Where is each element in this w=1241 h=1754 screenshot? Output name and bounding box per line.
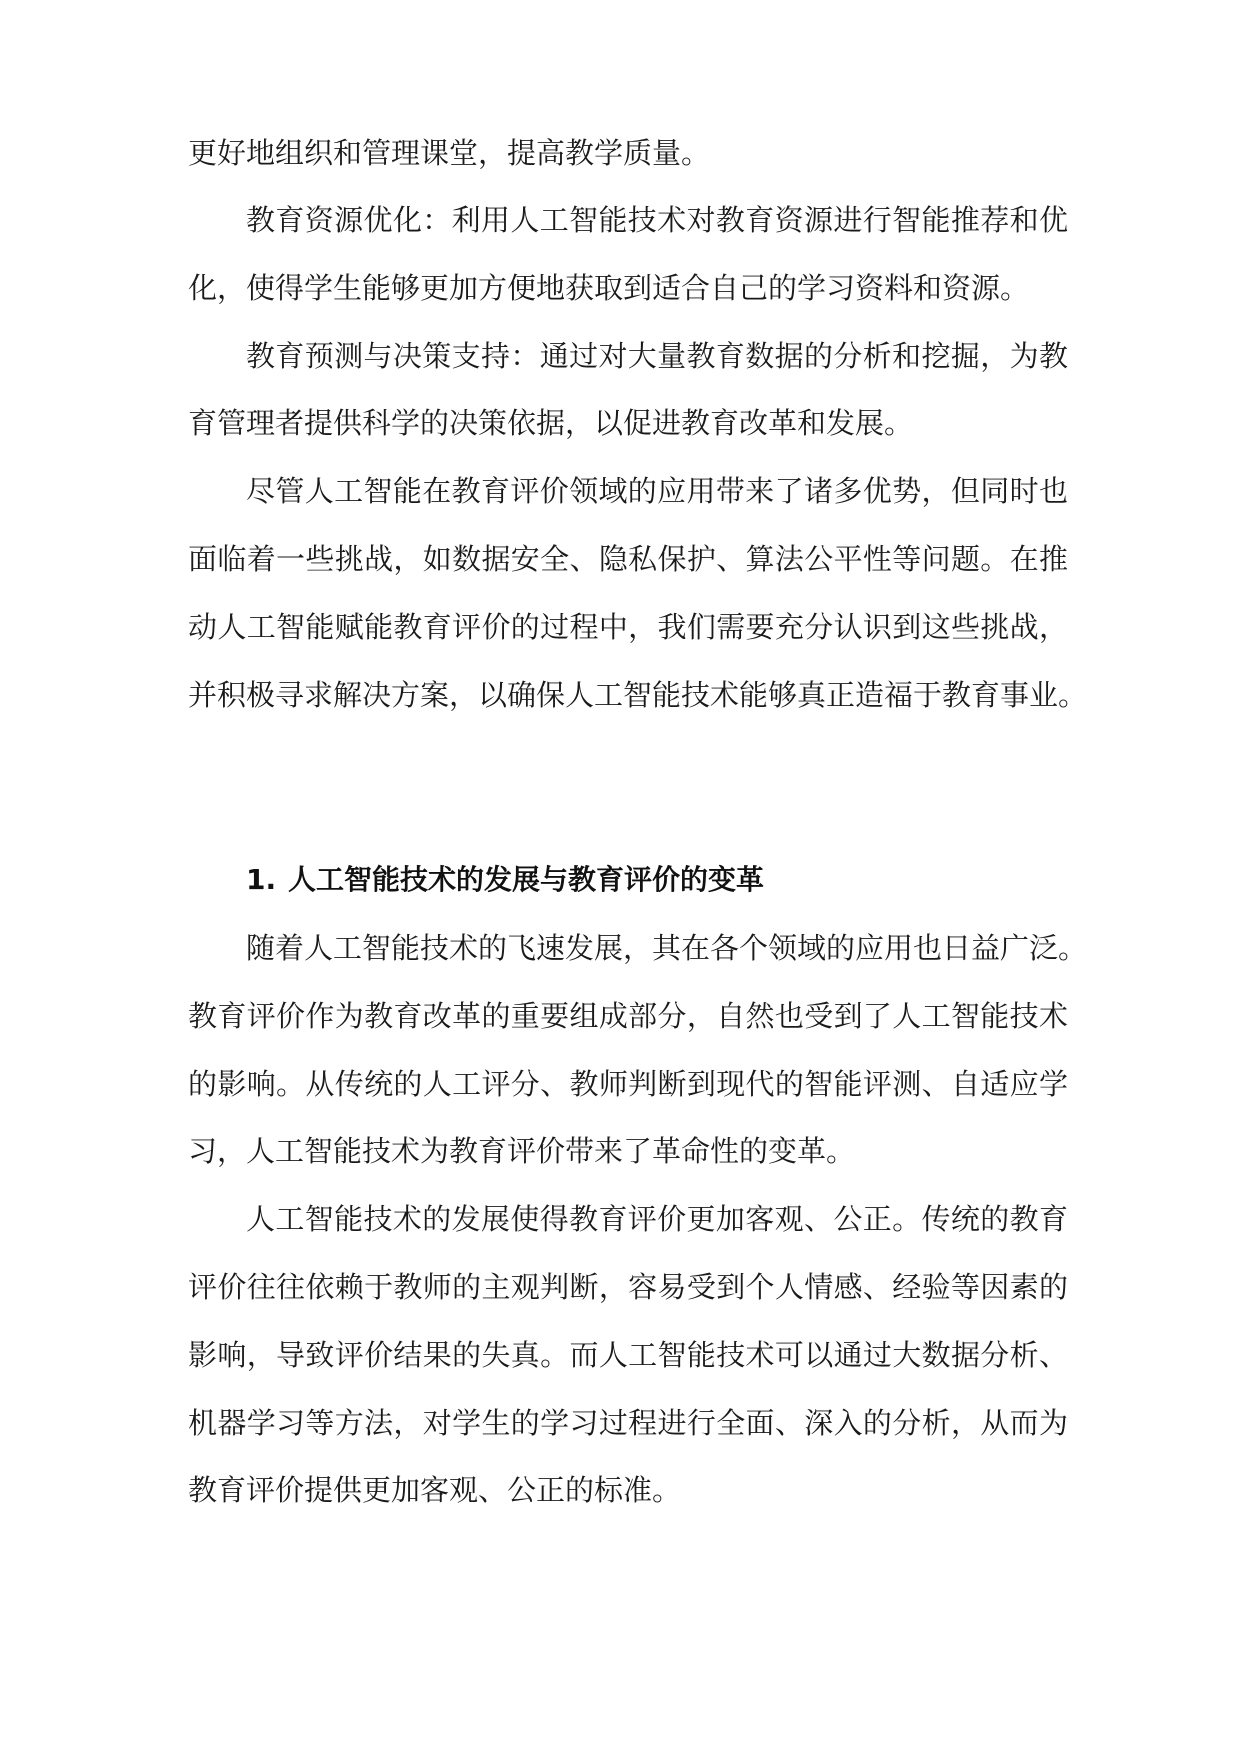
paragraph-4-line-1: 尽管人工智能在教育评价领域的应用带来了诸多优势，但同时也 — [246, 474, 1068, 508]
paragraph-3-line-1: 教育预测与决策支持：通过对大量教育数据的分析和挖掘，为教 — [246, 339, 1068, 373]
section-paragraph-2-line-3: 影响，导致评价结果的失真。而人工智能技术可以通过大数据分析、 — [188, 1338, 1068, 1372]
section-heading — [246, 858, 764, 902]
section-paragraph-2-line-5: 教育评价提供更加客观、公正的标准。 — [188, 1473, 682, 1507]
paragraph-3-line-2: 育管理者提供科学的决策依据，以促进教育改革和发展。 — [188, 406, 914, 440]
section-paragraph-2-line-1: 人工智能技术的发展使得教育评价更加客观、公正。传统的教育 — [246, 1202, 1068, 1236]
paragraph-4-line-4: 并积极寻求解决方案，以确保人工智能技术能够真正造福于教育事业。 — [188, 678, 1088, 712]
section-paragraph-1-line-2: 教育评价作为教育改革的重要组成部分，自然也受到了人工智能技术 — [188, 999, 1068, 1033]
paragraph-4-line-3: 动人工智能赋能教育评价的过程中，我们需要充分认识到这些挑战， — [188, 610, 1068, 644]
paragraph-4-line-2: 面临着一些挑战，如数据安全、隐私保护、算法公平性等问题。在推 — [188, 542, 1068, 576]
section-paragraph-1-line-3: 的影响。从传统的人工评分、教师判断到现代的智能评测、自适应学 — [188, 1067, 1068, 1101]
section-paragraph-2-line-2: 评价往往依赖于教师的主观判断，容易受到个人情感、经验等因素的 — [188, 1270, 1068, 1304]
section-paragraph-2-line-4: 机器学习等方法，对学生的学习过程进行全面、深入的分析，从而为 — [188, 1406, 1068, 1440]
section-heading-number: 1. — [246, 863, 277, 896]
section-heading-text: 人工智能技术的发展与教育评价的变革 — [288, 863, 765, 896]
section-paragraph-1-line-1: 随着人工智能技术的飞速发展，其在各个领域的应用也日益广泛。 — [246, 931, 1088, 965]
paragraph-2-line-1: 教育资源优化：利用人工智能技术对教育资源进行智能推荐和优 — [246, 203, 1068, 237]
paragraph-2-line-2: 化，使得学生能够更加方便地获取到适合自己的学习资料和资源。 — [188, 271, 1030, 305]
paragraph-1-line-1: 更好地组织和管理课堂，提高教学质量。 — [188, 136, 711, 170]
section-paragraph-1-line-4: 习，人工智能技术为教育评价带来了革命性的变革。 — [188, 1134, 856, 1168]
